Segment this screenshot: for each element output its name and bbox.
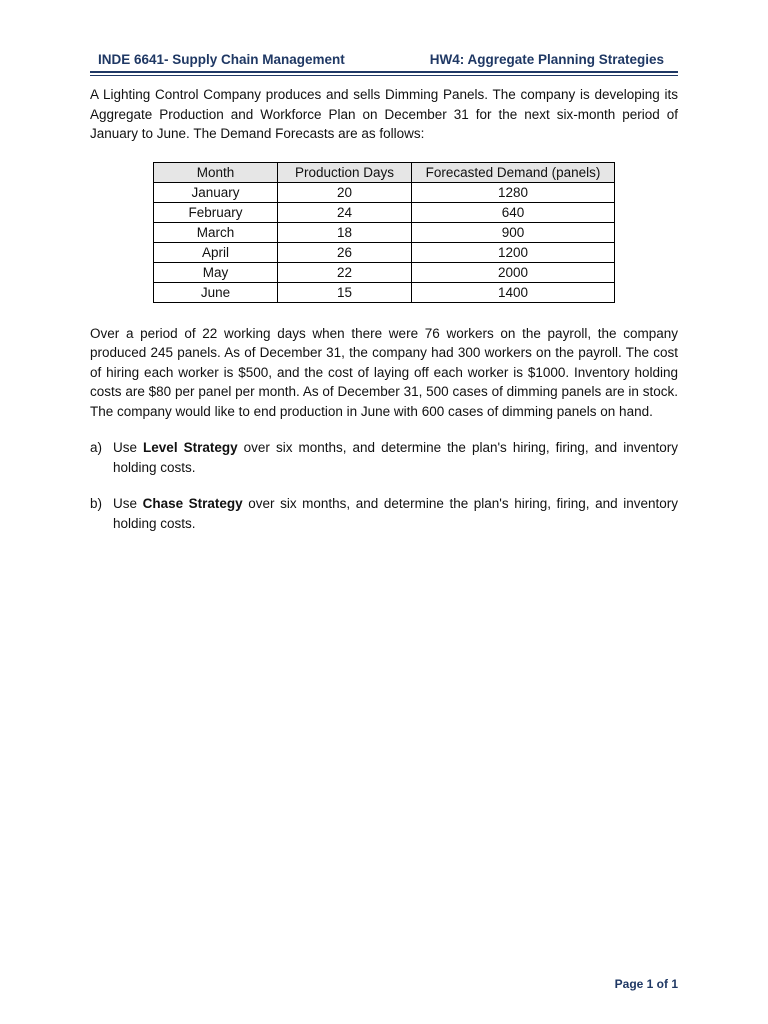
strategy-name: Chase Strategy — [142, 496, 243, 511]
demand-cell: 1400 — [412, 282, 615, 302]
table-row — [154, 182, 615, 202]
table-row — [154, 282, 615, 302]
question-rest: over six months, and determine the plan's hiring, firing, and inventory holding costs. — [113, 440, 679, 475]
question-text — [113, 438, 678, 477]
month-cell: March — [154, 222, 278, 242]
question-text — [113, 494, 678, 533]
days-cell: 18 — [278, 222, 412, 242]
days-cell: 24 — [278, 202, 412, 222]
demand-cell: 1200 — [412, 242, 615, 262]
header-forecasted-demand: Forecasted Demand (panels) — [412, 162, 615, 182]
month-cell: February — [154, 202, 278, 222]
days-cell: 20 — [278, 182, 412, 202]
demand-forecast-table — [153, 162, 615, 303]
month-cell: January — [154, 182, 278, 202]
header-rule-thin — [90, 75, 678, 76]
demand-cell: 1280 — [412, 182, 615, 202]
question-prefix: Use — [113, 496, 143, 511]
question-marker: b) — [90, 496, 103, 511]
month-cell: June — [154, 282, 278, 302]
days-cell: 26 — [278, 242, 412, 262]
demand-cell: 2000 — [412, 262, 615, 282]
question-a — [90, 438, 678, 477]
days-cell: 15 — [278, 282, 412, 302]
course-title: INDE 6641- Supply Chain Management — [98, 52, 345, 67]
table-row — [154, 202, 615, 222]
table-row — [154, 222, 615, 242]
header-rule-thick — [90, 71, 678, 73]
month-cell: April — [154, 242, 278, 262]
question-b — [90, 494, 678, 533]
question-prefix: Use — [113, 440, 144, 455]
demand-cell: 640 — [412, 202, 615, 222]
header-month: Month — [154, 162, 278, 182]
page-header — [90, 52, 678, 67]
table-row — [154, 262, 615, 282]
assignment-title: HW4: Aggregate Planning Strategies — [429, 52, 664, 67]
strategy-name: Level Strategy — [143, 440, 238, 455]
month-cell: May — [154, 262, 278, 282]
page-number: Page 1 of 1 — [614, 977, 678, 991]
table-row — [154, 242, 615, 262]
question-marker: a) — [90, 440, 103, 455]
demand-cell: 900 — [412, 222, 615, 242]
problem-details-paragraph: Over a period of 22 working days when there were 76 workers on the payroll, the company produced 245 panels. As of December 31, the company had 300 workers on the payroll. The cost of hiring each worker is $500, and the cost of laying off each worker is $1000. Inventory holding costs are $80 per panel per month. As of December 31, 500 cases of dimming panels are in stock. The company would like to end production in June with 600 cases of dimming panels on hand. — [90, 325, 678, 419]
intro-paragraph: A Lighting Control Company produces and sells Dimming Panels. The company is developing its Aggregate Production and Workforce Plan on December 31 for the next six-month period of January to June. The Demand Forecasts are as follows: — [90, 87, 678, 141]
days-cell: 22 — [278, 262, 412, 282]
document-body — [90, 85, 678, 533]
question-rest: over six months, and determine the plan's hiring, firing, and inventory holding costs. — [113, 496, 678, 531]
table-header-row — [154, 162, 615, 182]
header-production-days: Production Days — [278, 162, 412, 182]
